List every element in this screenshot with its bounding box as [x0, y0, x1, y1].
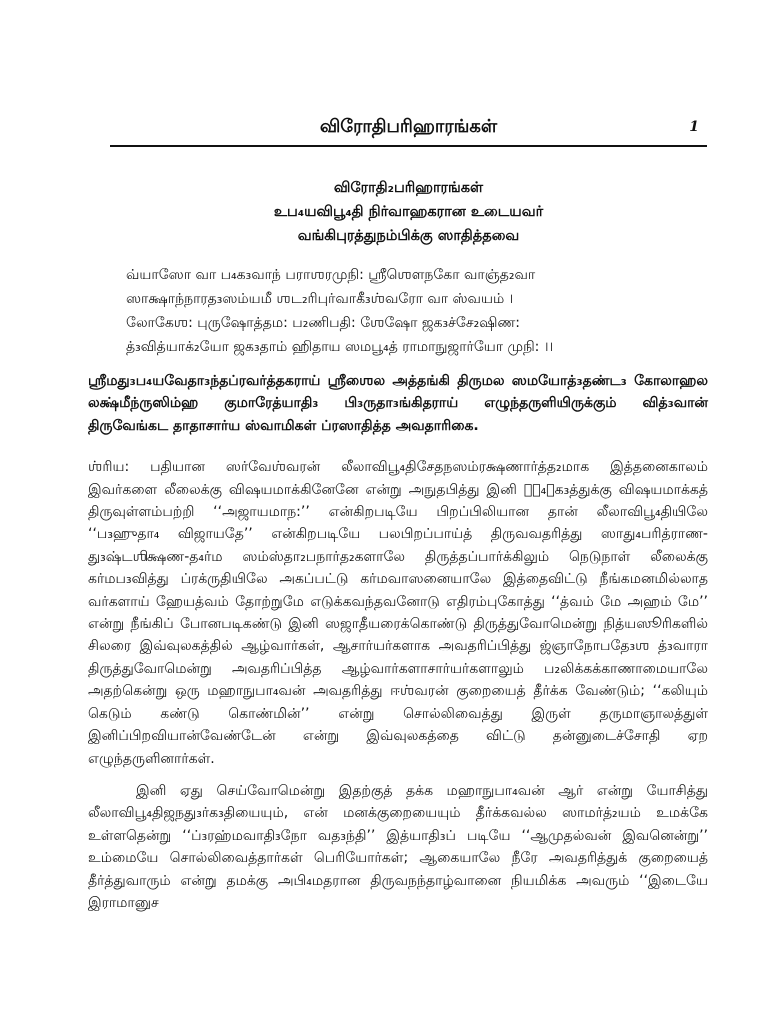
verse-line: ஸாக்ஷாந்நாரத₃ஸம்யமீ ஶட₂ரிபுர்வாகீ₃ஶ்வரோ வா ஸ்வயம் ।	[126, 291, 514, 307]
header-rule	[110, 145, 707, 147]
page-number: 1	[689, 119, 699, 135]
verse-line: லோகேஶ: புருஷோத்தம: ப₂ணிபதி: ஶேஷோ ஜக₃ச்சே₂ஷிண:	[126, 315, 521, 331]
intro-paragraph: ஸ்ரீமது₃ப₄யவேதா₃ந்தப்ரவர்த்தகராய் ஸ்ரீஶைல அத்தங்கி திருமல ஸமயோத்₃தண்ட₃ கோலாஹல லக்ஷ்மீந்ருஸிம்ஹ குமாரேத்யாதி₃ பி₃ருதா₃ங்கிதராய் எழுந்தருளியிருக்கும் வித்₃வான் திருவேங்கட தாதாசார்ய ஸ்வாமிகள் ப்ரஸாதித்த அவதாரிகை.	[88, 373, 708, 434]
subtitle-line-1: உப₄யவிபூ₄தி நிர்வாஹகரான உடையவர்	[273, 204, 544, 220]
main-title: விரோதி₂பரிஹாரங்கள்	[333, 180, 484, 196]
body-paragraph: ஶ்ரிய: பதியான ஸர்வேஶ்வரன் லீலாவிபூ₄திசேதநஸம்ரக்ஷணார்த்த₂மாக இத்தனைகாலம் இவர்களை லீலைக்கு விஷயமாக்கினேனே என்று அநுதபித்து இனி பே₄ாக₃த்துக்கு விஷயமாக்கத் திருவுள்ளம்பற்றி ‘‘அஜாயமாந:’’ என்கிறபடியே பிறப்பிலியான தான் லீலாவிபூ₄தியிலே ‘‘ப₃ஹுதா₄ விஜாயதே’’ என்கிறபடியே பலபிறப்பாய்த் திருவவதரித்து ஸாது₄பரித்ராண-து₃ஷ்டஶிக்ஷண-த₄ர்ம ஸம்ஸ்தா₂பநார்த₂களாலே திருத்தப்பார்க்கிலும் நெடுநாள் லீலைக்கு கர்மப₃வித்து ப்ரக்ருதியிலே அகப்பட்டு கர்மவாஸனையாலே இத்தைவிட்டு நீங்கமனமில்லாத வர்களாய் ஹேயத்வம் தோற்றுமே எடுக்கவந்தவனோடு எதிரம்புகோத்து ‘‘த்வம் மே அஹம் மே’’ என்று நீங்கிப் போனபடிகண்டு இனி ஸஜாதீயரைக்கொண்டு திருத்துவோமென்று நித்யஸூரிகளில் சிலரை இவ்வுலகத்தில் ஆழ்வார்கள், ஆசார்யர்களாக அவதரிப்பித்து ஜ்ஞாநோபதே₃ஶ த்₃வாரா திருத்துவோமென்று அவதரிப்பித்த ஆழ்வார்களாசார்யர்களாலும் ப₂லிக்கக்காணாமையாலே அதற்கென்று ஒரு மஹாநுபா₄வன் அவதரித்து ஈஶ்வரன் குறையைத் தீர்க்க வேண்டும்; ‘‘கலியும் கெடும் கண்டு கொண்மின்’’ என்று சொல்லிவைத்து இருள் தருமாஞாலத்துள் இனிப்பிறவியான்வேண்டேன் என்று இவ்வுலகத்தை விட்டு தன்னுடைச்சோதி ஏற எழுந்தருளினார்கள்.	[88, 459, 708, 767]
subtitle-line-2: வங்கிபுரத்துநம்பிக்கு ஸாதித்தவை	[297, 228, 520, 244]
verse-line: வ்யாஸோ வா ப₄க₃வாந் பராஶரமுநி: ஶ்ரீஶௌநகோ வாஞ்த₂வா	[126, 267, 536, 283]
running-header	[110, 112, 707, 144]
body-paragraph: இனி ஏது செய்வோமென்று இதற்குத் தக்க மஹாநுபா₄வன் ஆர் என்று யோசித்து லீலாவிபூ₄திஜநது₃ர்க₃தியையும், என் மனக்குறையையும் தீர்க்கவல்ல ஸாமர்த்₂யம் உமக்கே உள்ளதென்று ‘‘ப்₃ரஹ்மவாதி₃நோ வத₃ந்தி’’ இத்யாதி₃ப் படியே ‘‘ஆமுதல்வன் இவனென்று’’ உம்மையே சொல்லிவைத்தார்கள் பெரியோர்கள்; ஆகையாலே நீரே அவதரித்துக் குறையைத் தீர்த்துவாரும் என்று தமக்கு அபி₄மதரான திருவநந்தாழ்வானை நியமிக்க அவரும் ‘‘இடையே இராமானுச	[88, 782, 708, 911]
running-header-title: விரோதிபரிஹாரங்கள்	[319, 116, 498, 137]
invocation-verse	[126, 263, 686, 359]
body-text	[88, 370, 708, 914]
title-block	[110, 176, 707, 248]
verse-line: த்₃வித்யாக்₂யோ ஜக₃தாம் ஹிதாய ஸமபூ₄த் ராமாநுஜார்யோ முநி: ।।	[126, 339, 554, 355]
